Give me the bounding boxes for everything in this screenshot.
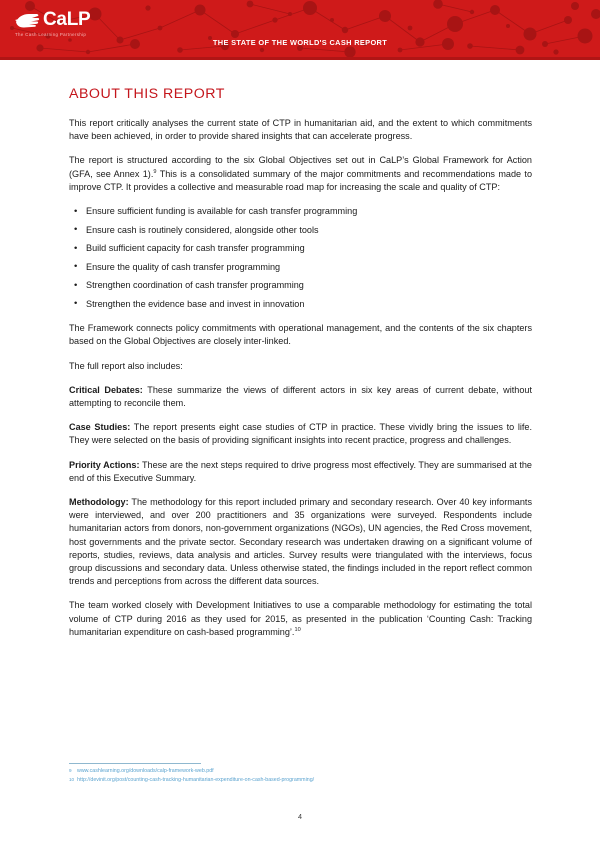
case-studies-paragraph <box>69 421 532 447</box>
calp-logo-tagline: The Cash Learning Partnership <box>15 32 87 37</box>
methodology-text: The methodology for this report included primary and secondary research. Over 40 key informants were interviewed, and over 200 practitioners and 35 organizations were surveyed. Respondents include humanitarian actors from donors, non-government organizations (NGOs), UN agencies, the Red Cross movement, host governments and the private sector. Secondary research was undertaken drawing on a significant volume of reports, studies, reviews, data analysis and articles. Survey results were triangulated with the interviews, focus group discussions and secondary data. Unless otherwise stated, the findings included in the report reflect common trends and perceptions from across the different data sources. <box>69 497 532 587</box>
intro-paragraph: This report critically analyses the current state of CTP in humanitarian aid, and the extent to which commitments have been achieved, in order to provide shared insights that can accelerate progress. <box>69 118 532 142</box>
framework-paragraph: The Framework connects policy commitments with operational management, and the contents of the six chapters based on the Global Objectives are closely inter-linked. <box>69 323 532 347</box>
list-item: • Build sufficient capacity for cash transfer programming <box>69 242 532 255</box>
page-number: 4 <box>298 812 302 821</box>
footnote-entry-9 <box>69 767 469 775</box>
development-initiatives-paragraph <box>69 599 532 639</box>
global-objectives-list <box>69 205 532 311</box>
full-report-intro: The full report also includes: <box>69 360 183 371</box>
critical-debates-text: These summarize the views of different actors in six key areas of current debate, without attempting to reconcile them. <box>69 384 532 408</box>
list-item: • Strengthen the evidence base and invest in innovation <box>69 298 532 311</box>
footnote-link[interactable]: http://devinit.org/post/counting-cash-tracking-humanitarian-expenditure-on-cash-based-programming/ <box>77 777 315 783</box>
case-studies-label: Case Studies: <box>69 422 131 433</box>
critical-debates-paragraph <box>69 384 532 410</box>
development-initiatives-text: The team worked closely with Development Initiatives to use a comparable methodology for estimating the total volume of CTP during 2016 as they used for 2015, as presented in the publication ‘Counting Cash: Tracking humanitarian expenditure on cash-based programming’. <box>69 600 532 637</box>
list-item: • Strengthen coordination of cash transfer programming <box>69 279 532 292</box>
methodology-label: Methodology: <box>69 497 129 508</box>
page-title: ABOUT THIS REPORT <box>69 86 225 102</box>
list-item: • Ensure the quality of cash transfer programming <box>69 261 532 274</box>
footnote-marker-10[interactable]: 10 <box>294 626 301 633</box>
running-header-title: THE STATE OF THE WORLD'S CASH REPORT <box>212 38 388 47</box>
footnote-marker-9[interactable]: 9 <box>153 168 157 175</box>
structure-paragraph-part1: The report is structured according to the six Global Objectives set out in CaLP’s Global Framework for Action (GFA, see Annex 1). <box>69 155 532 179</box>
list-item: • Ensure cash is routinely considered, alongside other tools <box>69 224 532 237</box>
footnote-entry-10 <box>69 776 469 784</box>
structure-paragraph <box>69 154 532 194</box>
methodology-paragraph <box>69 496 532 588</box>
footnote-number: 9 <box>69 768 72 773</box>
list-item: • Ensure sufficient funding is available for cash transfer programming <box>69 205 532 218</box>
footnote-number: 10 <box>69 777 75 782</box>
header-bottom-rule <box>0 57 600 60</box>
critical-debates-label: Critical Debates: <box>69 384 143 395</box>
footnote-link[interactable]: www.cashlearning.org/downloads/calp-framework-web.pdf <box>77 768 214 774</box>
priority-actions-text: These are the next steps required to drive progress most effectively. They are summarised at the end of this Executive Summary. <box>69 459 532 483</box>
priority-actions-label: Priority Actions: <box>69 459 140 470</box>
calp-logo-wordmark: CaLP <box>43 9 91 30</box>
case-studies-text: The report presents eight case studies of CTP in practice. These vividly bring the issues to life. They were selected on the basis of providing significant insights into recent practice, progress and challenges. <box>69 422 532 446</box>
page-content <box>69 86 532 650</box>
calp-hand-logo-icon <box>14 11 40 29</box>
page-header-banner <box>0 0 600 60</box>
priority-actions-paragraph <box>69 459 532 485</box>
calp-logo <box>14 10 90 37</box>
structure-paragraph-part2: This is a consolidated summary of the major commitments and recommendations made to improve CTP. It provides a collective and measurable road map for increasing the scale and quality of CTP: <box>69 168 533 192</box>
footnote-separator-rule <box>69 763 201 764</box>
footnotes-block <box>69 763 469 785</box>
